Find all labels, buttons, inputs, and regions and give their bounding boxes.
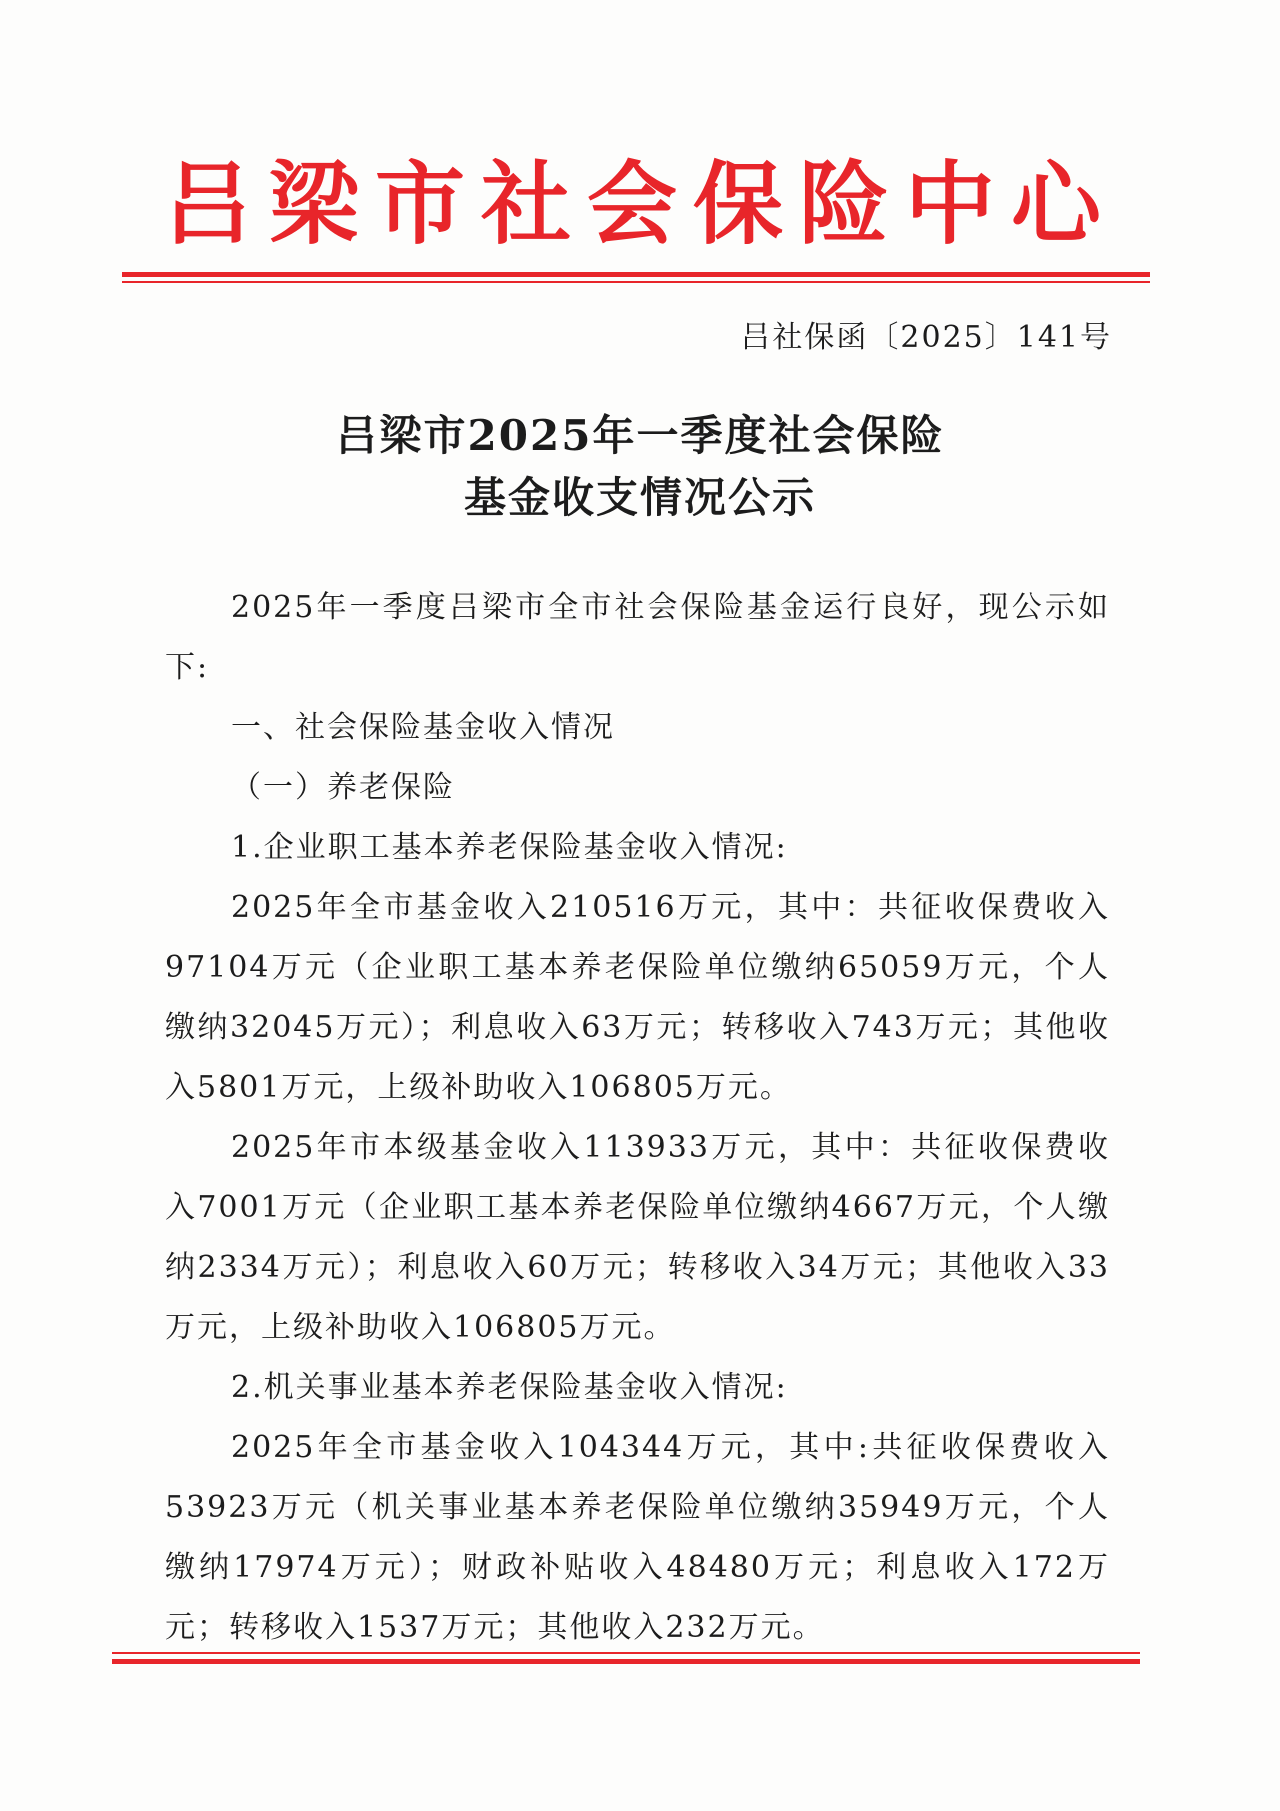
item-1-paragraph-municipal: 2025年市本级基金收入113933万元，其中：共征收保费收入7001万元（企业职工基本养老保险单位缴纳4667万元，个人缴纳2334万元）；利息收入60万元；转移收入34万元；其他收入33万元，上级补助收入106805万元。 bbox=[165, 1130, 1110, 1345]
subsection-heading-pension: （一）养老保险 bbox=[231, 770, 455, 805]
intro-paragraph: 2025年一季度吕梁市全市社会保险基金运行良好，现公示如下: bbox=[165, 590, 1110, 685]
letterhead-red-rule-thin bbox=[122, 281, 1150, 283]
footer-red-rule-thick bbox=[112, 1659, 1140, 1664]
document-number: 吕社保函〔2025〕141号 bbox=[740, 320, 1112, 355]
item-2-title: 2.机关事业基本养老保险基金收入情况: bbox=[231, 1370, 788, 1405]
section-heading-income: 一、社会保险基金收入情况 bbox=[231, 710, 615, 745]
item-1-title: 1.企业职工基本养老保险基金收入情况: bbox=[231, 830, 788, 865]
letterhead-red-rule-thick bbox=[122, 272, 1150, 277]
letterhead-org-name: 吕梁市社会保险中心 bbox=[163, 152, 1117, 257]
document-title-line-1: 吕梁市2025年一季度社会保险 bbox=[335, 411, 945, 460]
footer-red-rule-thin bbox=[112, 1652, 1140, 1654]
document-title-line-2: 基金收支情况公示 bbox=[463, 473, 816, 522]
item-1-paragraph-citywide: 2025年全市基金收入210516万元，其中：共征收保费收入97104万元（企业职工基本养老保险单位缴纳65059万元，个人缴纳32045万元）；利息收入63万元；转移收入743万元；其他收入5801万元，上级补助收入106805万元。 bbox=[165, 890, 1110, 1105]
document-title bbox=[120, 405, 1160, 529]
document-body bbox=[165, 578, 1110, 1658]
item-2-paragraph-citywide: 2025年全市基金收入104344万元，其中:共征收保费收入53923万元（机关事业基本养老保险单位缴纳35949万元，个人缴纳17974万元）；财政补贴收入48480万元；利息收入172万元；转移收入1537万元；其他收入232万元。 bbox=[165, 1430, 1110, 1645]
